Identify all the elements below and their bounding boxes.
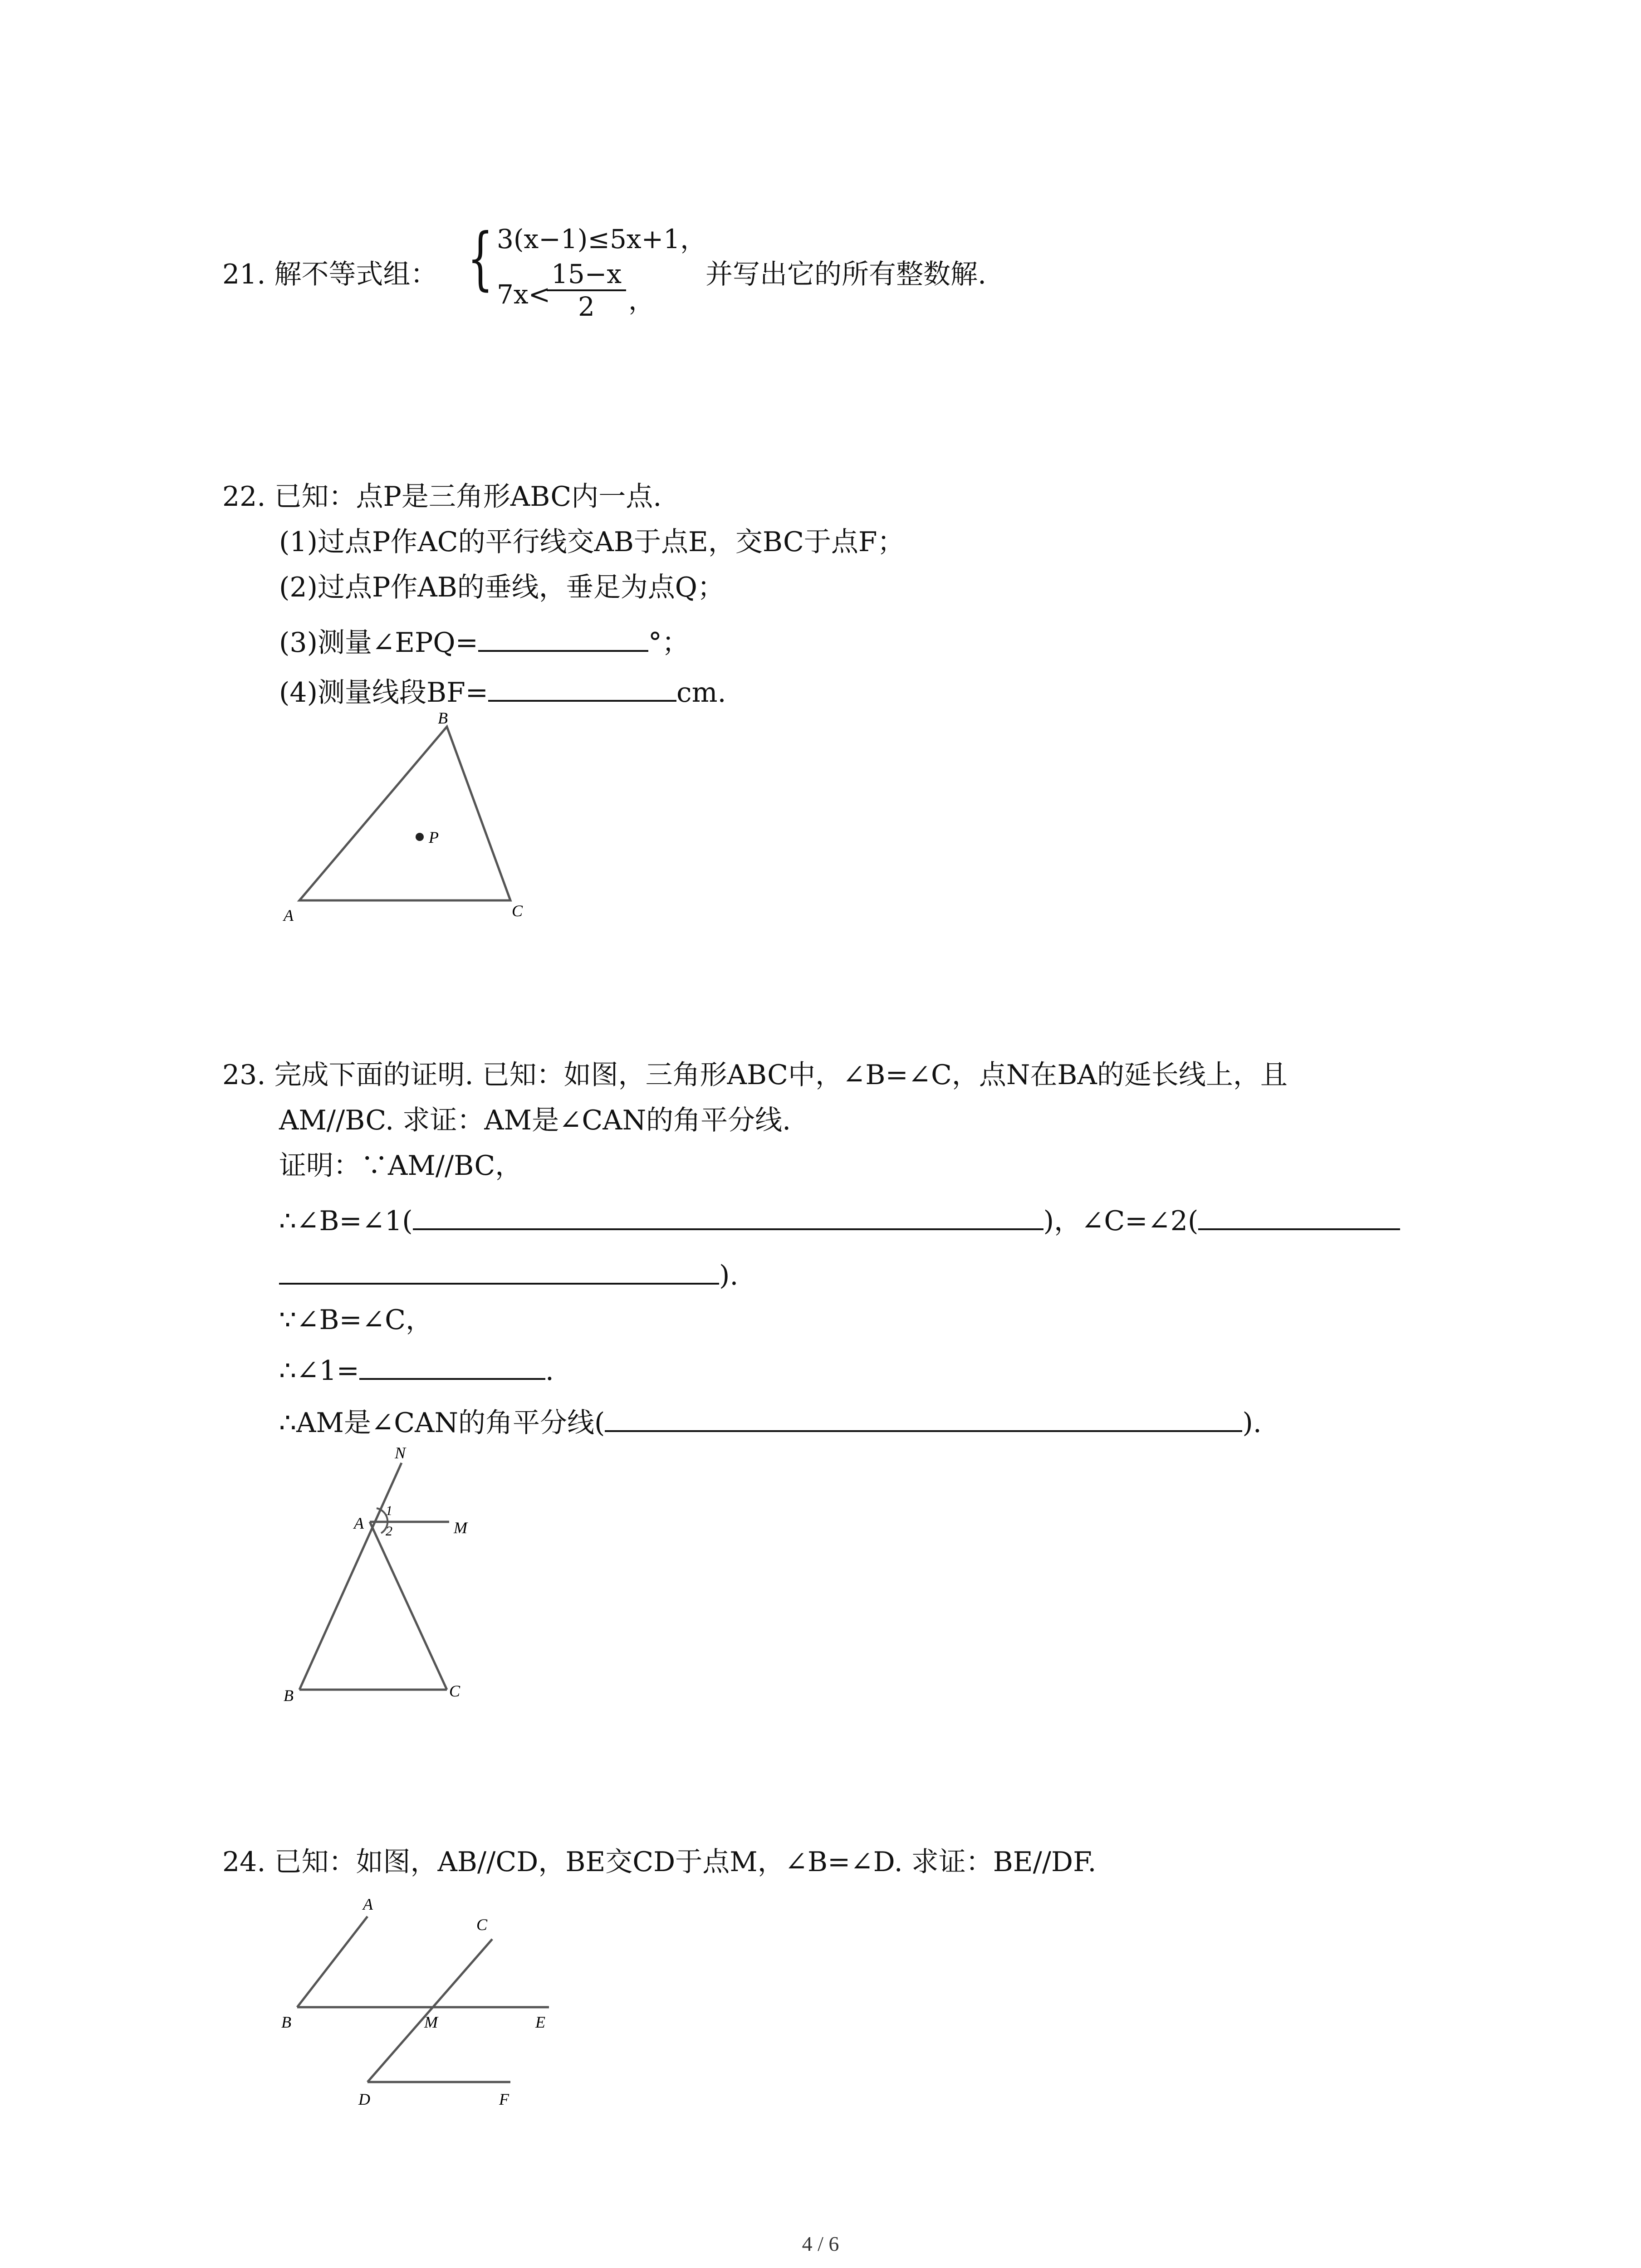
q23-proof-4-text: ∴∠1= — [279, 1355, 359, 1387]
q24-label-f: F — [499, 2090, 509, 2108]
q22-label-b: B — [438, 709, 448, 727]
q23-proof-1-text: ∴∠B=∠1( — [279, 1205, 413, 1237]
q24-label-a: A — [363, 1895, 373, 1913]
q24-label-m: M — [424, 2013, 438, 2031]
q23-label-2: 2 — [386, 1524, 392, 1539]
q23-label-1: 1 — [386, 1503, 392, 1518]
q23-proof-5-text: ∴AM是∠CAN的角平分线( — [279, 1407, 605, 1439]
q22-label-a: A — [284, 906, 294, 924]
q22-part-2: (2)过点P作AB的垂线，垂足为点Q； — [279, 572, 725, 603]
q21-inequality-1: 3(x−1)≤5x+1， — [497, 224, 707, 254]
q24-label-d: D — [358, 2090, 370, 2108]
q23-stem-line-1: 23. 完成下面的证明. 已知：如图，三角形ABC中，∠B=∠C，点N在BA的延长线上，且 — [222, 1059, 1288, 1091]
q21-inequality-2-tail: ， — [628, 285, 655, 316]
q24-line-ab — [297, 1916, 367, 2007]
q22-stem: 22. 已知：点P是三角形ABC内一点. — [222, 481, 662, 513]
q22-part-3-unit: °； — [648, 627, 689, 659]
q23-label-b: B — [284, 1686, 294, 1705]
q21-brace: { — [467, 219, 494, 298]
q21-fraction-numerator: 15−x — [551, 259, 622, 289]
q24-label-e: E — [535, 2013, 545, 2031]
q23-proof-1-mid: )，∠C=∠2( — [1043, 1205, 1199, 1237]
q21-fraction-denominator: 2 — [547, 289, 626, 322]
q23-proof-5-post: ). — [1242, 1407, 1262, 1439]
q24-line-cd — [367, 1939, 492, 2082]
q21-suffix: 并写出它的所有整数解. — [705, 259, 987, 290]
q23-proof-line-3: ∵∠B=∠C， — [279, 1304, 433, 1336]
q23-stem-line-2: AM//BC. 求证：AM是∠CAN的角平分线. — [279, 1105, 791, 1136]
q21-inequality-2-left: 7x< — [497, 279, 551, 310]
q22-label-c: C — [512, 902, 523, 920]
page-number: 4 / 6 — [802, 2232, 839, 2255]
q22-part-3-text: (3)测量∠EPQ= — [279, 627, 478, 659]
q22-part-4-text: (4)测量线段BF= — [279, 677, 488, 709]
q23-label-c: C — [449, 1682, 460, 1700]
q22-part-4-unit: cm. — [676, 677, 726, 709]
q22-part-1: (1)过点P作AC的平行线交AB于点E，交BC于点F； — [279, 526, 905, 558]
q23-label-n: N — [395, 1444, 406, 1462]
q21-prefix: 21. 解不等式组： — [222, 259, 438, 290]
q24-label-c: C — [476, 1916, 488, 1934]
q23-proof-line-0: 证明：∵AM//BC， — [279, 1150, 523, 1182]
q24-stem: 24. 已知：如图，AB//CD，BE交CD于点M，∠B=∠D. 求证：BE//DF. — [222, 1846, 1097, 1878]
q24-label-b: B — [281, 2013, 291, 2031]
q23-proof-4-post: . — [545, 1355, 554, 1387]
q22-label-p: P — [429, 828, 439, 846]
q23-label-m: M — [454, 1519, 467, 1537]
q23-label-a: A — [354, 1514, 364, 1532]
q23-proof-2-post: ). — [719, 1260, 739, 1291]
